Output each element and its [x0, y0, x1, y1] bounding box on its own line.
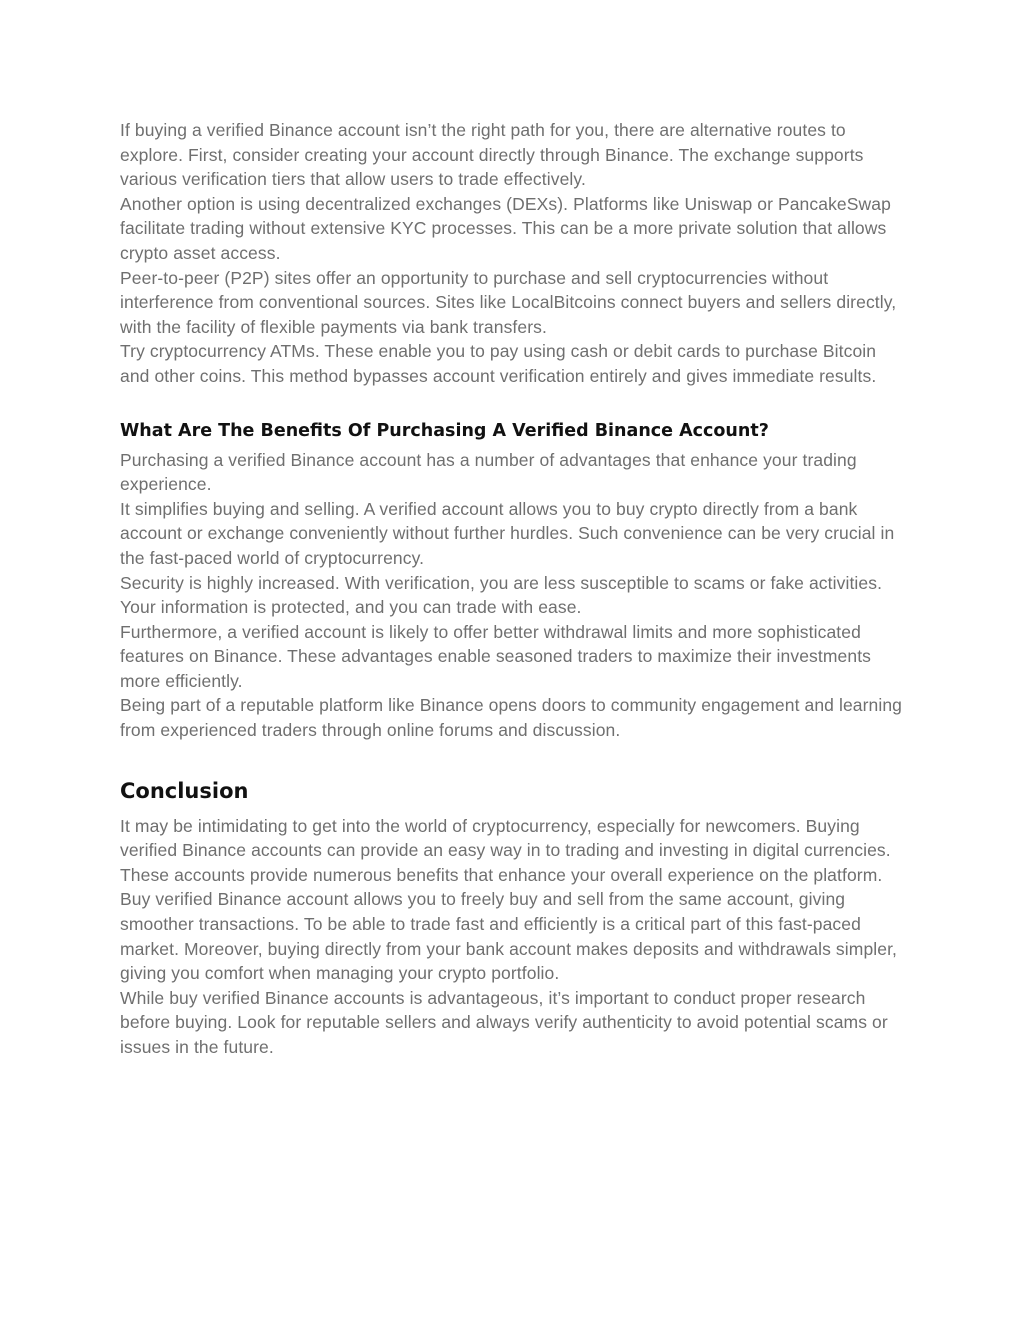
- paragraph: If buying a verified Binance account isn’t the right path for you, there are alternative routes to explore. First, consider creating your account directly through Binance. The exchange supports various verification tiers that allow users to trade effectively.: [120, 120, 864, 190]
- document-page: [120, 118, 910, 1060]
- paragraph: Purchasing a verified Binance account has a number of advantages that enhance your trading experience.: [120, 449, 857, 495]
- paragraph: Another option is using decentralized exchanges (DEXs). Platforms like Uniswap or PancakeSwap facilitate trading without extensive KYC processes. This can be a more private solution that allows crypto asset access.: [120, 193, 891, 263]
- paragraph: It simplifies buying and selling. A verified account allows you to buy crypto directly from a bank account or exchange conveniently without further hurdles. Such convenience can be very crucial in the fast-paced world of cryptocurrency.: [120, 498, 895, 568]
- paragraph: It may be intimidating to get into the world of cryptocurrency, especially for newcomers. Buying verified Binance accounts can provide an easy way in to trading and investing in digital currencies. These accounts provide numerous benefits that enhance your overall experience on the platform.: [120, 815, 891, 885]
- section-benefits: [120, 419, 910, 743]
- paragraph: Buy verified Binance account allows you to freely buy and sell from the same account, giving smoother transactions. To be able to trade fast and efficiently is a critical part of this fast-paced market. Moreover, buying directly from your bank account makes deposits and withdrawals simpler, giving you comfort when managing your crypto portfolio.: [120, 889, 898, 984]
- paragraph: Furthermore, a verified account is likely to offer better withdrawal limits and more sophisticated features on Binance. These advantages enable seasoned traders to maximize their investments more efficiently.: [120, 621, 872, 691]
- section-heading: What Are The Benefits Of Purchasing A Verified Binance Account?: [120, 420, 769, 441]
- section-alternatives: [120, 118, 910, 389]
- paragraph: Security is highly increased. With verification, you are less susceptible to scams or fake activities. Your information is protected, and you can trade with ease.: [120, 572, 883, 618]
- paragraph: Try cryptocurrency ATMs. These enable you to pay using cash or debit cards to purchase Bitcoin and other coins. This method bypasses account verification entirely and gives immediate results.: [120, 341, 877, 386]
- paragraph: Peer-to-peer (P2P) sites offer an opportunity to purchase and sell cryptocurrencies without interference from conventional sources. Sites like LocalBitcoins connect buyers and sellers directly, with the facility of flexible payments via bank transfers.: [120, 267, 897, 337]
- conclusion-heading: Conclusion: [120, 778, 249, 803]
- section-conclusion: [120, 777, 910, 1060]
- paragraph: While buy verified Binance accounts is advantageous, it’s important to conduct proper research before buying. Look for reputable sellers and always verify authenticity to avoid potential scams or issues in the future.: [120, 987, 888, 1057]
- paragraph: Being part of a reputable platform like Binance opens doors to community engagement and learning from experienced traders through online forums and discussion.: [120, 695, 903, 741]
